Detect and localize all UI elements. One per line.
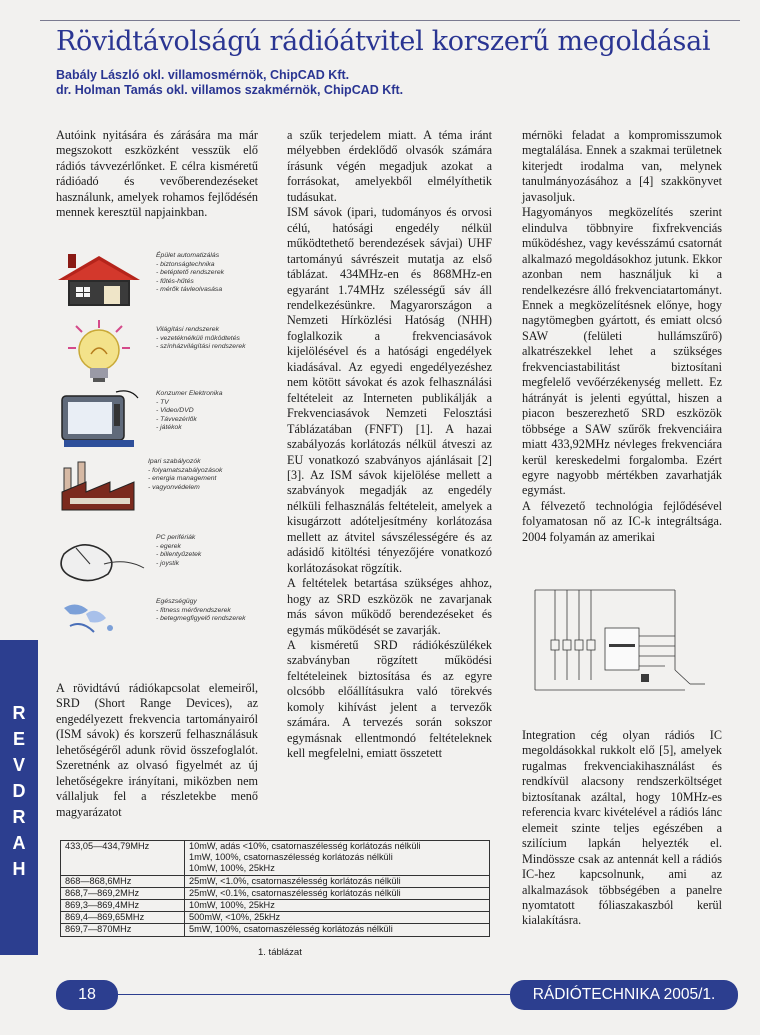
frequency-cell: 869,4—869,65MHz bbox=[61, 912, 185, 924]
circuit-diagram-figure bbox=[525, 580, 725, 720]
table-row bbox=[61, 841, 490, 876]
mouse-icon bbox=[56, 534, 146, 586]
icon-caption bbox=[156, 252, 276, 295]
page-number: 18 bbox=[56, 980, 118, 1010]
column-1-body bbox=[56, 681, 258, 820]
tv-icon bbox=[56, 390, 142, 450]
section-letter: H bbox=[12, 859, 26, 879]
frequency-cell: 869,7—870MHz bbox=[61, 924, 185, 936]
table-row bbox=[61, 924, 490, 936]
section-letter: E bbox=[12, 729, 25, 749]
icon-caption bbox=[156, 326, 276, 352]
table-row bbox=[61, 875, 490, 887]
frequency-table bbox=[60, 840, 490, 937]
caption-text: Ipari szabályozók - folyamatszabályozások - energia management - vagyonvédelem bbox=[148, 458, 223, 491]
body-paragraph: a szűk terjedelem miatt. A téma iránt mélyebben érdeklődő olvasók számára írásunk végén megadjuk azokat a forrásokat, amelyekből elmélyíthetik tudásukat. bbox=[287, 128, 492, 204]
frequency-cell: 869,3—869,4MHz bbox=[61, 900, 185, 912]
caption-text: PC perifériák - egerek - billentyűzetek - joystik bbox=[156, 534, 202, 567]
footer-rule bbox=[118, 994, 510, 995]
frequency-cell: 433,05—434,79MHz bbox=[61, 841, 185, 876]
limits-cell: 10mW, 100%, 25kHz bbox=[185, 900, 490, 912]
caption-text: Épület automatizálás - biztonságtechnika - betéptető rendszerek - fűtés-hűtés - mérők távleolvasása bbox=[156, 252, 225, 294]
table-caption: 1. táblázat bbox=[258, 947, 302, 958]
table-row bbox=[61, 887, 490, 899]
caption-text: Konzumer Elektronika - TV - Video/DVD - Távvezérlők - játékok bbox=[156, 390, 223, 432]
house-icon bbox=[56, 252, 142, 310]
column-3-body bbox=[522, 728, 722, 929]
lightbulb-icon bbox=[56, 318, 142, 384]
application-pc bbox=[56, 534, 266, 592]
table-row bbox=[61, 912, 490, 924]
section-letter: R bbox=[12, 807, 26, 827]
health-icon bbox=[56, 598, 142, 644]
body-paragraph: A kisméretű SRD rádiókészülékek szabványban rögzített működési feltételeinek biztosítása és az egyre olcsóbb előállításukra való törekvés komoly kihívást jelent a tervezők számára. A tervezés során sokszor egymásnak ellentmondó feltételeknek kell megfelelni, emiatt összetett bbox=[287, 637, 492, 761]
limits-cell: 500mW, <10%, 25kHz bbox=[185, 912, 490, 924]
column-3 bbox=[522, 128, 722, 545]
limits-cell: 25mW, <1.0%, csatornaszélesség korlátozás nélküli bbox=[185, 875, 490, 887]
body-paragraph: ISM sávok (ipari, tudományos és orvosi célú, hatósági engedély nélkül működtethető berendezések sávjai) UHF tartományú sávrészeit mutatja az első táblázat. 434MHz-en és 868MHz-en egyaránt 1.74MHz szélességű sáv áll rendelkezésünkre. Magyarországon a Nemzeti Hírközlési Hatóság (NHH) foglalkozik a frekvenciasávok kijelölésével és a hatósági engedélyek kiadásával. Az egyedi engedélyezéshez nem kötött sávokat és azok felhasználási feltételeit az Interneten publikálják a Frekvenciasávok Nemzeti Felosztási Táblázatában (FNFT) [1]. A hazai szabályozás korlátozás nélkül átveszi az EU vonatkozó szabványos ajánlásait [2] [3]. Az ISM sávok kijelölése mellett a szabványok megadják az engedély nélküli felhasználás feltételeit, amelyek a kisugárzott adóteljesítmény korlátozása mellett az átvitel sávszélességére és az adásidő kitöltési tényezőjére vonatkozó korlátozásokat rögzítik. bbox=[287, 205, 492, 575]
application-industrial bbox=[56, 458, 266, 516]
intro-paragraph: Autóink nyitására és zárására ma már megszokott eszközként vesszük elő rádiós távvezérlőnket. E célra kisméretű rádióadó és vevőberendezéseket használunk, amelyek rohamos fejlődésén mennek keresztül napjainkban. bbox=[56, 128, 258, 220]
limits-cell: 25mW, <0.1%, csatornaszélesség korlátozás nélküli bbox=[185, 887, 490, 899]
factory-icon bbox=[56, 458, 142, 512]
frequency-cell: 868—868,6MHz bbox=[61, 875, 185, 887]
icon-caption bbox=[148, 458, 268, 492]
body-paragraph: mérnöki feladat a kompromisszumok megtalálása. Ennek a szakmai területnek kiterjedt irodalma van, melynek tanulmányozásához a [4] szakkönyvet javasoljuk. bbox=[522, 128, 722, 204]
limits-cell: 5mW, 100%, csatornaszélesség korlátozás nélküli bbox=[185, 924, 490, 936]
author-list bbox=[56, 68, 403, 98]
limits-cell: 10mW, adás <10%, csatornaszélesség korlátozás nélküli 1mW, 100%, csatornaszélesség korlátozás nélküli 10mW, 100%, 25kHz bbox=[185, 841, 490, 876]
body-paragraph: A félvezető technológia fejlődésével folyamatosan nő az IC-k integráltsága. 2004 folyamán az amerikai bbox=[522, 498, 722, 544]
table-row bbox=[61, 900, 490, 912]
body-paragraph: Hagyományos megközelítés szerint elindulva többnyire fixfrekvenciás működéshez, vagy kevésszámú csatornát alkalmazó megoldásokhoz jutunk. Ekkor azonban nem használjuk ki a rendelkezésre álló frekvenciatartományt. Ennek a megközelítésnek előnye, hogy nagytömegben gyártott, és emiatt olcsó SAW (felületi hullámszűrő) alkatrészekkel lehet a szükséges frekvenciastabilitást biztosítani megfelelő vevőérzékenység mellett. Ez hátrányát is jelenti egyúttal, hiszen a piacon beszerezhető SRD eszközök többsége a SAW szűrők frekvenciáira miatt 433,92MHz névleges frekvenciára kerül kereskedelmi forgalomba. Ezért egyre nagyobb mértékben zavarhatják egymást. bbox=[522, 205, 722, 498]
application-health bbox=[56, 598, 266, 648]
author-2: dr. Holman Tamás okl. villamos szakmérnök, ChipCAD Kft. bbox=[56, 83, 404, 97]
column-2 bbox=[287, 128, 492, 762]
caption-text: Egészségügy - fitness mérőrendszerek - betegmegfigyelő rendszerek bbox=[156, 598, 246, 623]
author-1: Babály László okl. villamosmérnök, ChipCAD Kft. bbox=[56, 68, 350, 82]
top-rule bbox=[40, 20, 740, 21]
section-letter: D bbox=[12, 781, 26, 801]
application-building bbox=[56, 252, 266, 312]
section-letter: A bbox=[12, 833, 26, 853]
section-letter: R bbox=[12, 703, 26, 723]
icon-caption bbox=[156, 534, 276, 568]
frequency-cell: 868,7—869,2MHz bbox=[61, 887, 185, 899]
column-1-intro bbox=[56, 128, 258, 221]
article-title: Rövidtávolságú rádióátvitel korszerű megoldásai bbox=[56, 26, 711, 57]
icon-caption bbox=[156, 390, 276, 433]
application-lighting bbox=[56, 318, 266, 384]
body-paragraph: Integration cég olyan rádiós IC megoldásokkal rukkolt elő [5], amelyek rugalmas frekvenciakihasználást és rendkívül alacsony rendszerköltséget biztosítanak azáltal, hogy 10MHz-es referencia kvarc kivételével a rádiós lánc elemeit szinte teljes egészében a szilícium lapkán helyezték el. Mindössze csak az antennát kell a rádiós IC-hez kapcsolnunk, ami az alkalmazások többségében a panelre nyomtatott fóliaszakaszból kerül kialakításra. bbox=[522, 728, 722, 928]
body-paragraph: A feltételek betartása szükséges ahhoz, hogy az SRD eszközök ne zavarjanak más sávon működő berendezéseket és egymás működését se zavarják. bbox=[287, 576, 492, 637]
section-letter: V bbox=[12, 755, 25, 775]
icon-caption bbox=[156, 598, 276, 624]
section-label bbox=[0, 700, 38, 900]
application-consumer bbox=[56, 390, 266, 452]
caption-text: Világítási rendszerek - vezetéknélküli működtetés - színházvilágítási rendszerek bbox=[156, 326, 246, 351]
body-paragraph: A rövidtávú rádiókapcsolat elemeiről, SRD (Short Range Devices), az engedélyezett frekvencia tartományairól (ISM sávok) és korszerű felhasználásuk lehetőségéről adunk rövid összefoglalót. Szeretnénk az olvasó figyelmét az új lehetőségekre irányítani, miközben nem vállaljuk fel a részletekbe menő magyarázatot bbox=[56, 681, 258, 819]
journal-name: RÁDIÓTECHNIKA 2005/1. bbox=[510, 980, 738, 1010]
